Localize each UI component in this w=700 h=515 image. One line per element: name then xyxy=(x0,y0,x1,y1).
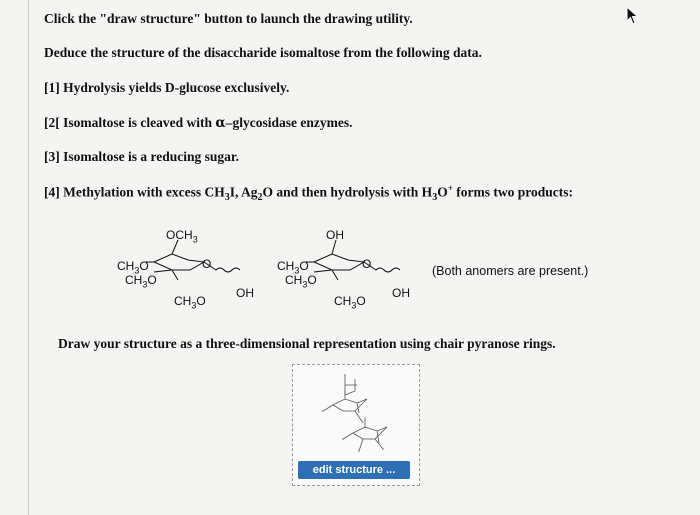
methoxy-left1-label: $CH_3O$ xyxy=(277,259,309,276)
hydroxyl-label: OH xyxy=(392,286,410,300)
methoxy-bottom-label: $CH_3O$ xyxy=(174,294,206,311)
methoxy-left2-label: $CH_3O$ xyxy=(285,273,317,290)
deduce-instruction: Deduce the structure of the disaccharide isomaltose from the following data. xyxy=(44,45,482,60)
pointer-cursor-icon xyxy=(626,6,640,26)
page-left-border xyxy=(28,0,29,515)
product-1-structure xyxy=(112,222,262,312)
edit-structure-button[interactable]: edit structure ... xyxy=(298,461,410,479)
structure-preview-thumbnail xyxy=(293,365,419,465)
methoxy-left1-label: $CH_3O$ xyxy=(117,259,149,276)
hydroxyl-top-label: OH xyxy=(326,228,344,242)
data-item-2: [2[ Isomaltose is cleaved with α–glycosidase enzymes. xyxy=(44,115,353,131)
ring-oxygen-label: O xyxy=(202,257,212,271)
anomers-note: (Both anomers are present.) xyxy=(432,264,589,278)
methoxy-left2-label: $CH_3O$ xyxy=(125,273,157,290)
data-item-3: [3] Isomaltose is a reducing sugar. xyxy=(44,149,240,164)
hydroxyl-label: OH xyxy=(236,286,254,300)
alpha-symbol: α xyxy=(215,115,226,131)
product-2-structure xyxy=(272,222,422,312)
launch-instruction: Click the "draw structure" button to launch the drawing utility. xyxy=(44,11,413,26)
data-item-1: [1] Hydrolysis yields D-glucose exclusively. xyxy=(44,80,290,95)
draw-instruction: Draw your structure as a three-dimensional representation using chair pyranose rings. xyxy=(58,336,556,351)
data-item-4: [4] Methylation with excess $CH_3I$, $Ag_2O$ and then hydrolysis with $H_3O^+$ forms two products: xyxy=(44,183,573,204)
methoxy-top-label: $OCH_3$ xyxy=(166,228,198,245)
methoxy-bottom-label: $CH_3O$ xyxy=(334,294,366,311)
ring-oxygen-label: O xyxy=(362,257,372,271)
